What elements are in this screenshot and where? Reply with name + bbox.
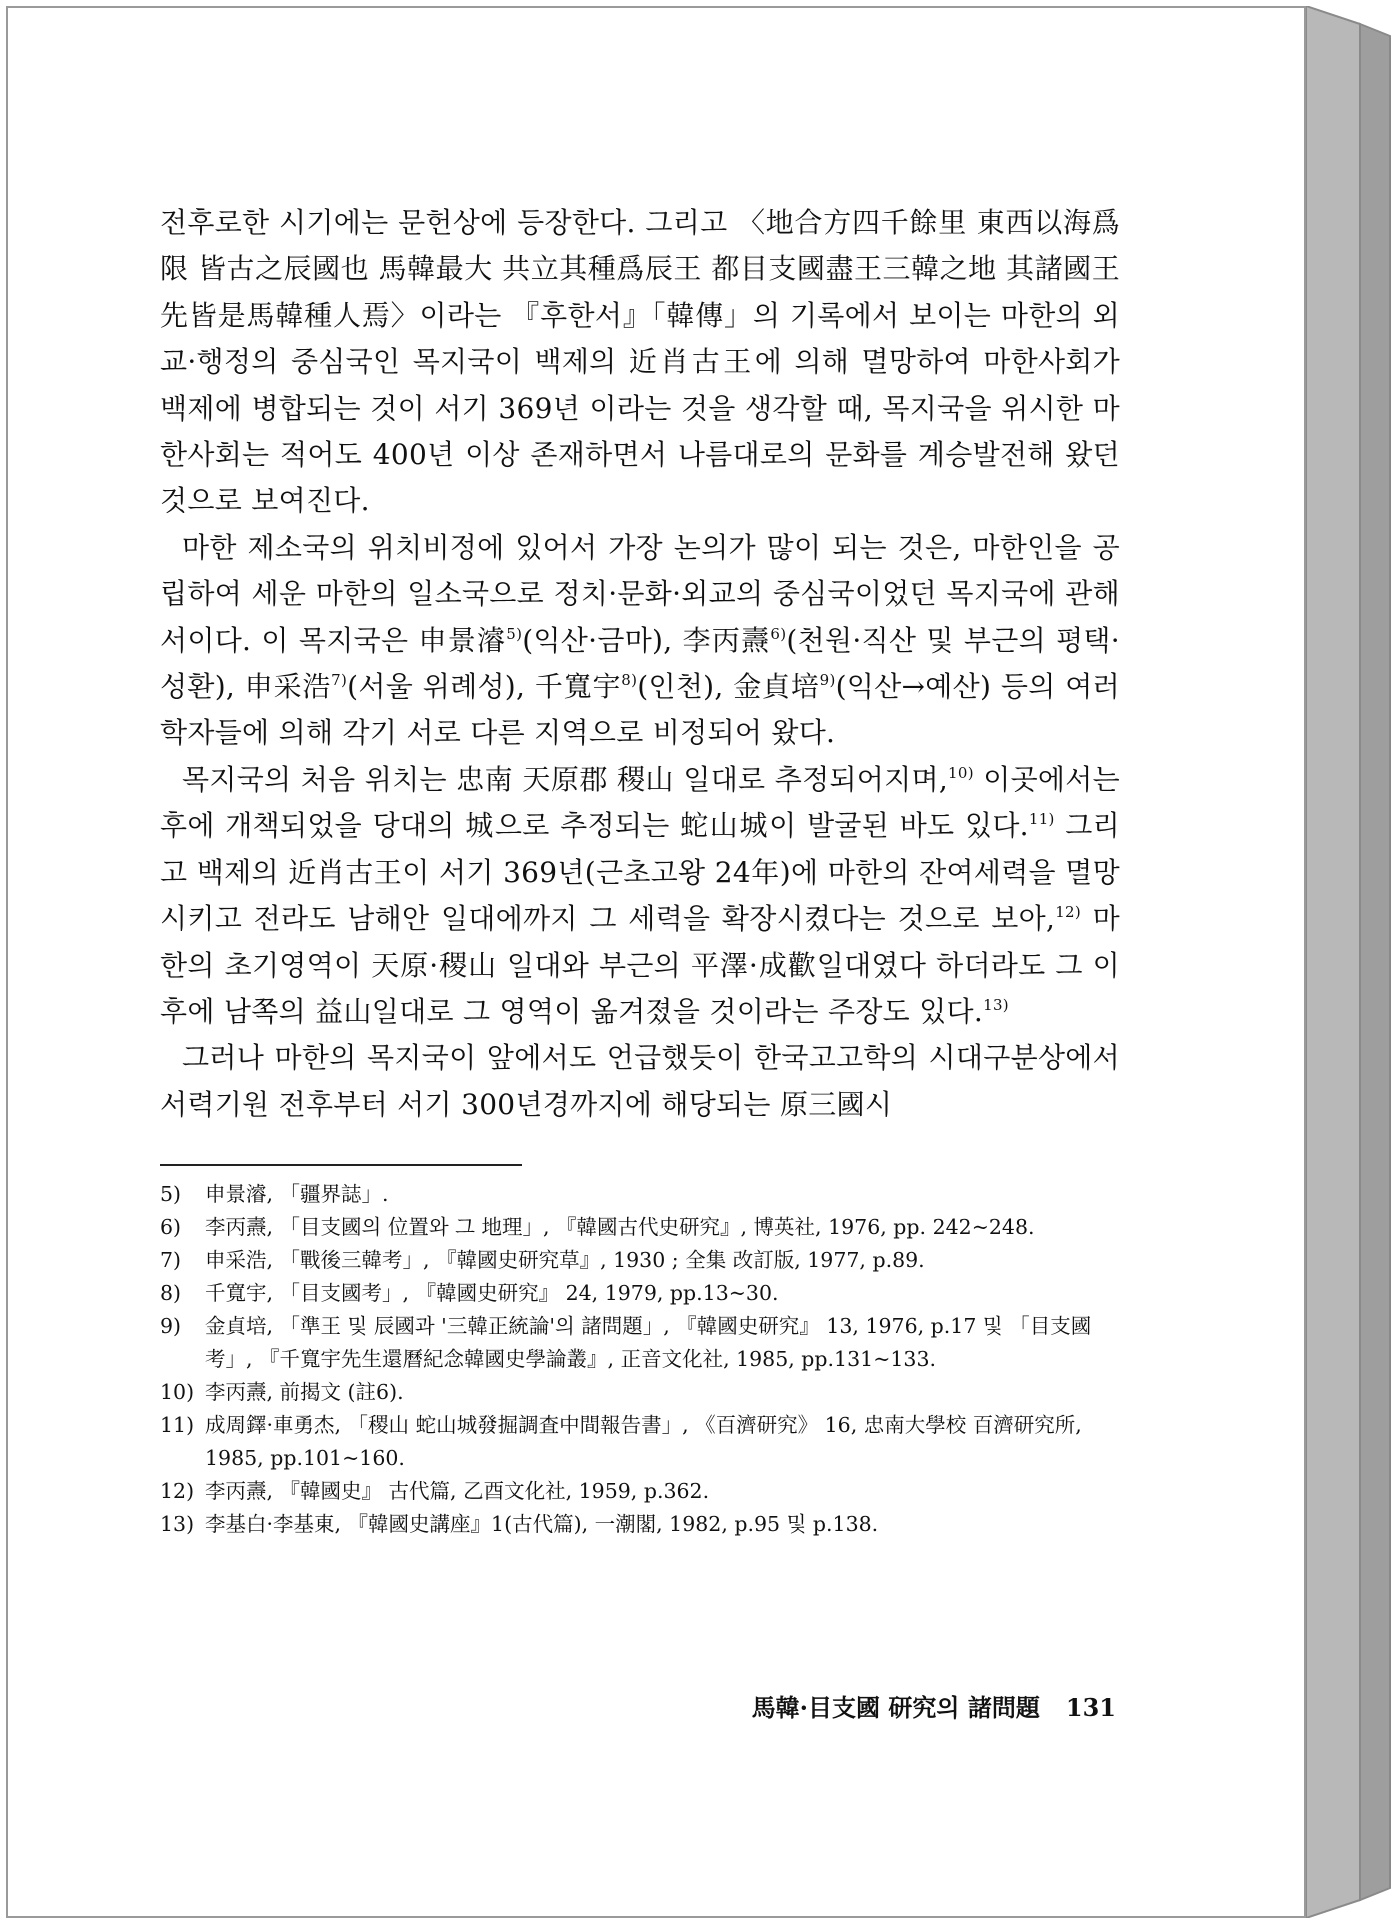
footnote-number: 7) [160, 1248, 182, 1273]
footnote-7 [160, 1244, 1120, 1277]
body-text [160, 200, 1120, 1128]
body-paragraph: 마한 제소국의 위치비정에 있어서 가장 논의가 많이 되는 것은, 마한인을 공립하여 세운 마한의 일소국으로 정치·문화·외교의 중심국이었던 목지국에 관해서이다. 이 목지국은 申景濬$^{5)}$(익산·금마), 李丙燾$^{6)}$(천원·직산 및 부근의 평택·성환), 申采浩$^{7)}$(서울 위례성), 千寬宇$^{8)}$(인천), 金貞培$^{9)}$(익산→예산) 등의 여러 학자들에 의해 각기 서로 다른 지역으로 비정되어 왔다. [160, 530, 1120, 750]
footnote-number: 5) [160, 1182, 182, 1207]
footnote-text: 申采浩, 「戰後三韓考」, 『韓國史研究草』, 1930 ; 全集 改訂版, 1977, p.89. [205, 1248, 925, 1273]
footnote-11 [160, 1409, 1120, 1475]
page-content [160, 200, 1120, 1541]
body-paragraph: 전후로한 시기에는 문헌상에 등장한다. 그리고 〈地合方四千餘里 東西以海爲限 皆古之辰國也 馬韓最大 共立其種爲辰王 都目支國盡王三韓之地 其諸國王先皆是馬韓種人焉〉이라는 『후한서』「韓傳」의 기록에서 보이는 마한의 외교·행정의 중심국인 목지국이 백제의 近肖古王에 의해 멸망하여 마한사회가 백제에 병합되는 것이 서기 369년 이라는 것을 생각할 때, 목지국을 위시한 마한사회는 적어도 400년 이상 존재하면서 나름대로의 문화를 계승발전해 왔던 것으로 보여진다. [160, 206, 1120, 518]
footnote-divider [160, 1164, 522, 1166]
footnote-text: 李丙燾, 『韓國史』 古代篇, 乙酉文化社, 1959, p.362. [205, 1479, 710, 1504]
running-footer-title: 馬韓·目支國 研究의 諸問題 [751, 1693, 1040, 1722]
footnote-5 [160, 1178, 1120, 1211]
footnote-text: 千寬宇, 「目支國考」, 『韓國史研究』 24, 1979, pp.13~30. [205, 1281, 779, 1306]
running-footer [752, 1688, 1116, 1723]
footnote-13 [160, 1508, 1120, 1541]
page-number: 131 [1065, 1693, 1116, 1722]
footnote-text: 李丙燾, 前揭文 (註6). [205, 1380, 404, 1405]
footnote-text: 李基白·李基東, 『韓國史講座』1(古代篇), 一潮閣, 1982, p.95 및 p.138. [205, 1512, 879, 1537]
footnote-8 [160, 1277, 1120, 1310]
footnote-number: 12) [160, 1479, 195, 1504]
footnote-number: 13) [160, 1512, 195, 1537]
footnote-text: 成周鐸·車勇杰, 「稷山 蛇山城發掘調査中間報告書」, 《百濟研究》 16, 忠南大學校 百濟研究所, 1985, pp.101~160. [205, 1413, 1082, 1471]
footnote-number: 6) [160, 1215, 182, 1240]
footnote-number: 8) [160, 1281, 182, 1306]
footnote-text: 李丙燾, 「目支國의 位置와 그 地理」, 『韓國古代史研究』, 博英社, 1976, pp. 242~248. [205, 1215, 1035, 1240]
footnote-number: 10) [160, 1380, 195, 1405]
footnote-number: 11) [160, 1413, 195, 1438]
footnote-9 [160, 1310, 1120, 1376]
footnote-6 [160, 1211, 1120, 1244]
book-edge [1306, 6, 1392, 1918]
body-paragraph: 그러나 마한의 목지국이 앞에서도 언급했듯이 한국고고학의 시대구분상에서 서력기원 전후부터 서기 300년경까지에 해당되는 原三國시 [160, 1041, 1120, 1121]
footnote-list [160, 1178, 1120, 1541]
body-paragraph: 목지국의 처음 위치는 忠南 天原郡 稷山 일대로 추정되어지며,$^{10)}$ 이곳에서는 후에 개책되었을 당대의 城으로 추정되는 蛇山城이 발굴된 바도 있다.$^{11)}$ 그리고 백제의 近肖古王이 서기 369년(근초고왕 24年)에 마한의 잔여세력을 멸망시키고 전라도 남해안 일대에까지 그 세력을 확장시켰다는 것으로 보아,$^{12)}$ 마한의 초기영역이 天原·稷山 일대와 부근의 平澤·成歡일대였다 하더라도 그 이후에 남쪽의 益山일대로 그 영역이 옮겨졌을 것이라는 주장도 있다.$^{13)}$ [160, 762, 1120, 1028]
footnote-12 [160, 1475, 1120, 1508]
footnote-text: 申景濬, 「疆界誌」. [205, 1182, 389, 1207]
footnote-number: 9) [160, 1314, 182, 1339]
footnote-10 [160, 1376, 1120, 1409]
footnote-text: 金貞培, 「準王 및 辰國과 '三韓正統論'의 諸問題」, 『韓國史研究』 13, 1976, p.17 및 「目支國考」, 『千寬宇先生還曆紀念韓國史學論叢』, 正音文化社, 1985, pp.131~133. [205, 1314, 1092, 1372]
